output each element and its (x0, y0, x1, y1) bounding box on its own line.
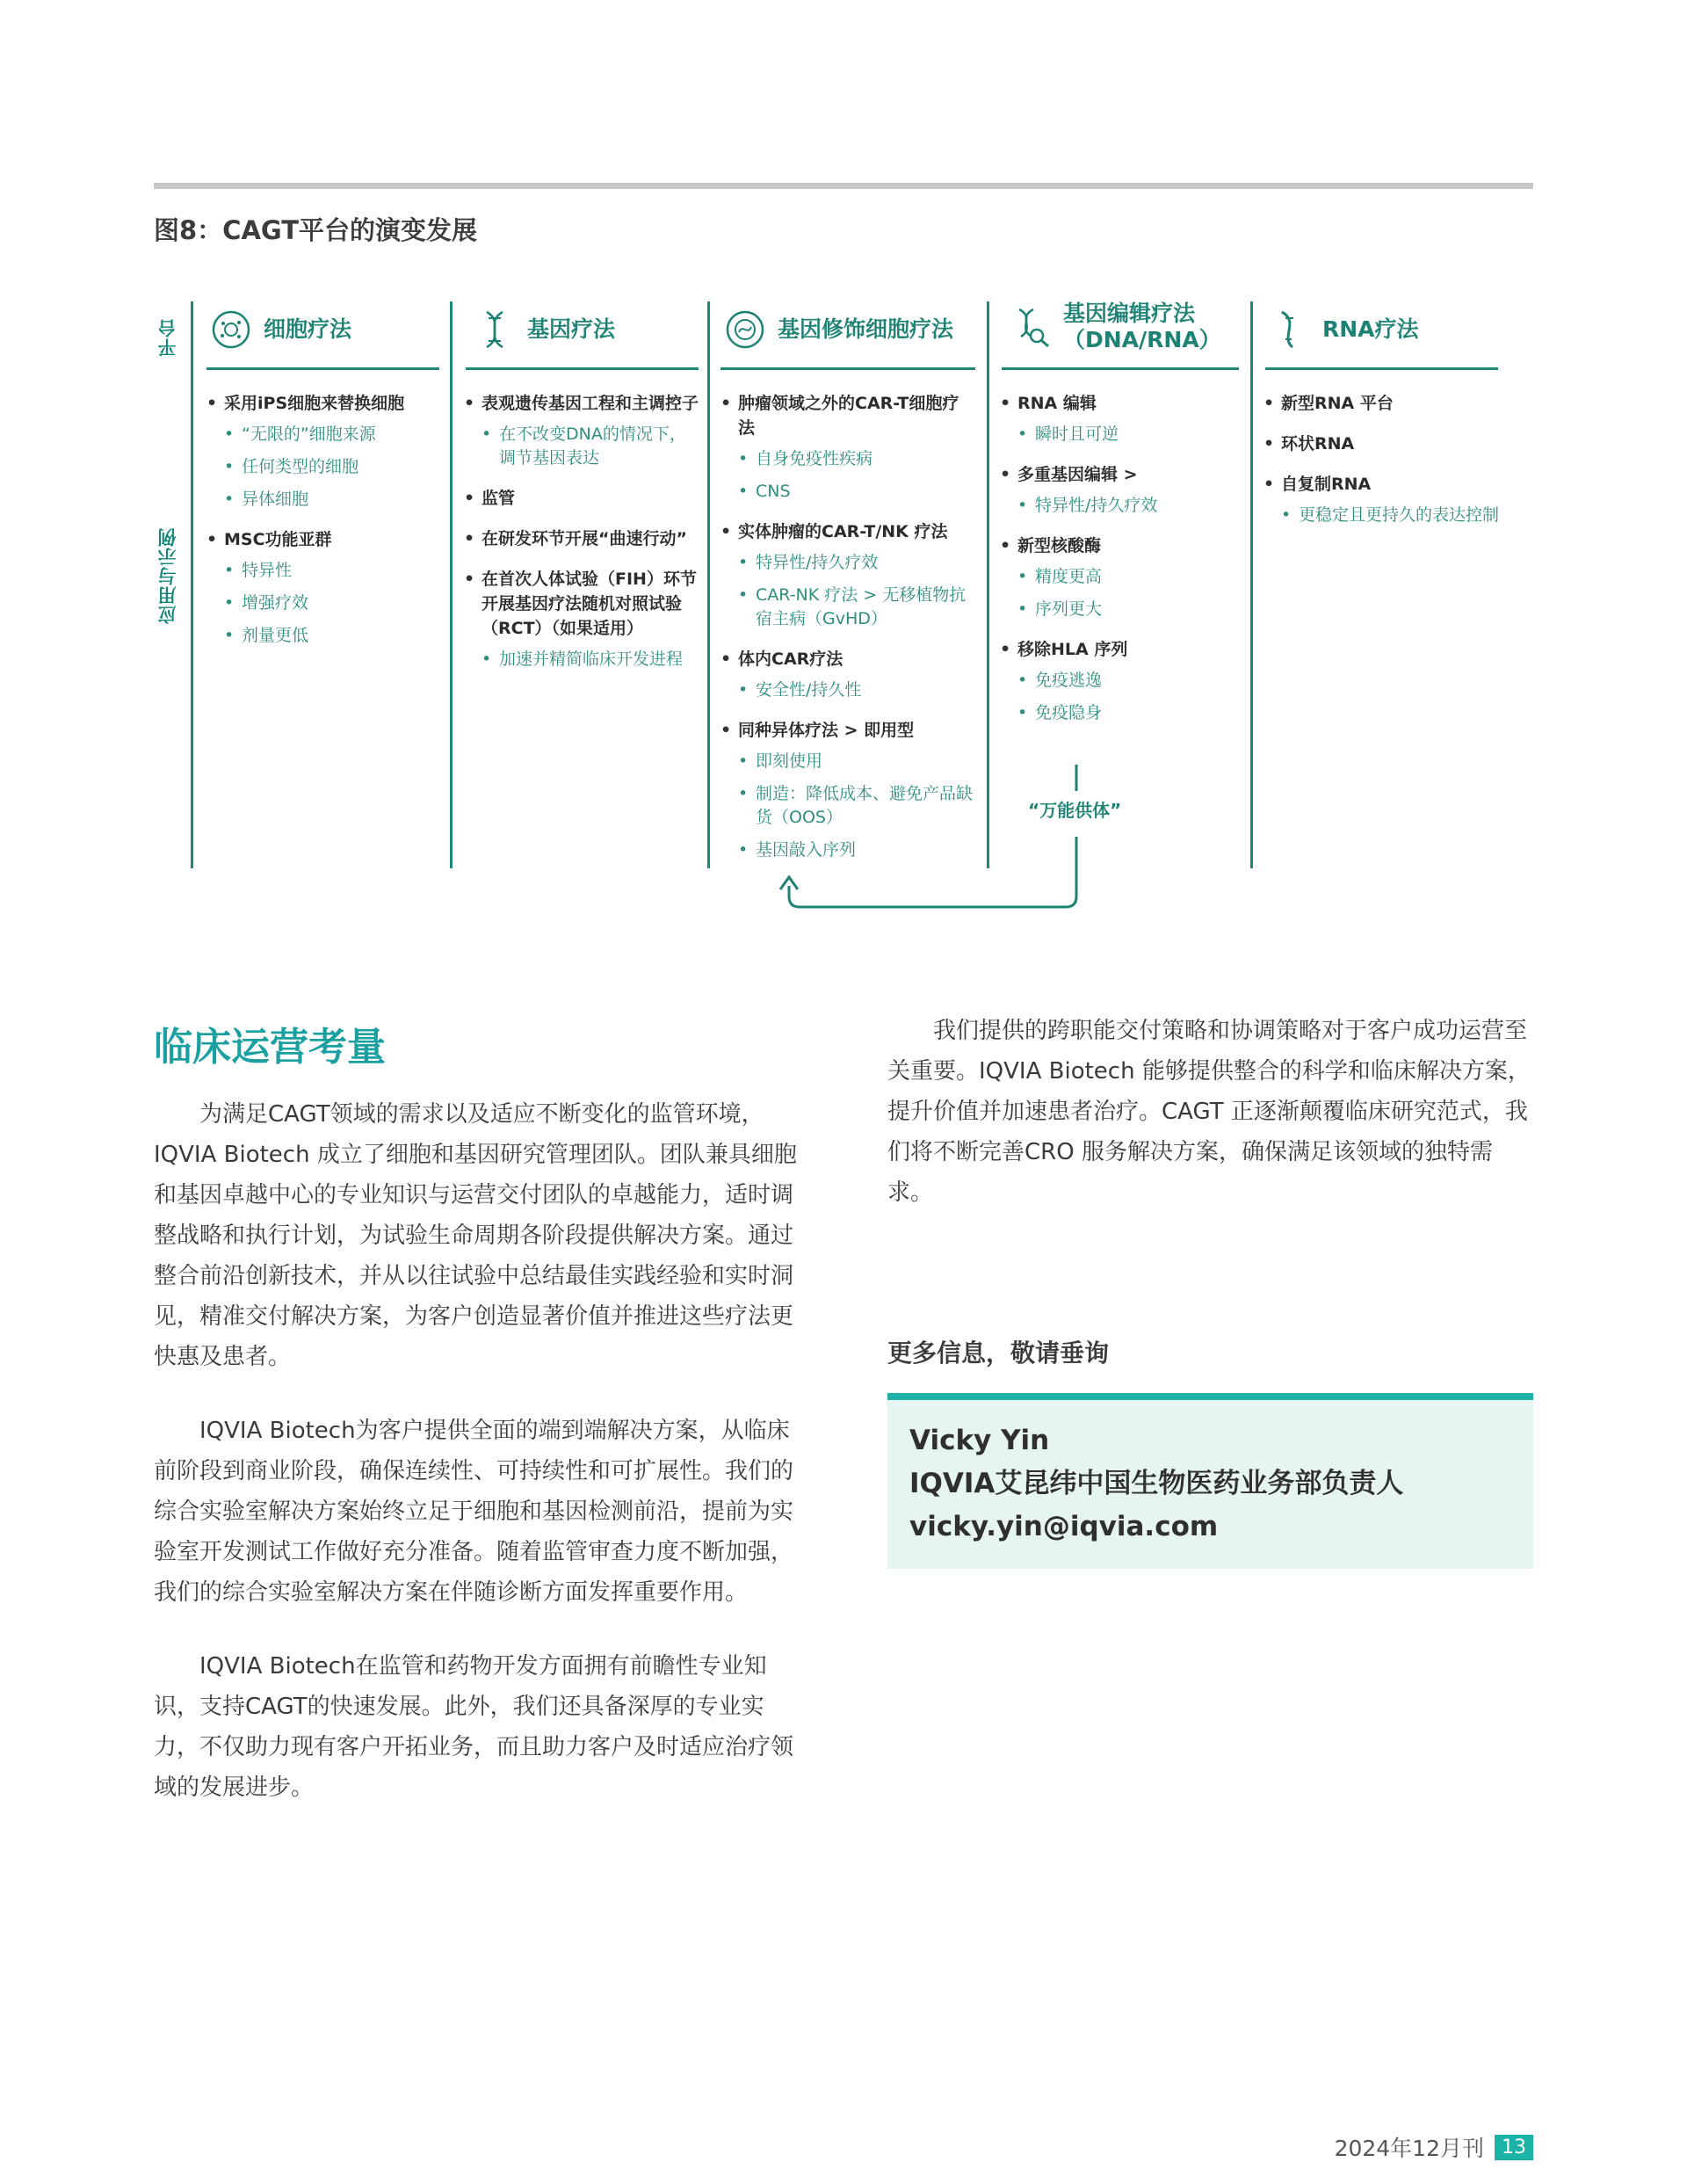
list-item: • MSC功能亚群 • 特异性 • 增强疗效 • 剂量更低 (206, 527, 435, 648)
contact-box (887, 1393, 1533, 1569)
page-number: 13 (1495, 2135, 1533, 2160)
sub-item: • 任何类型的细胞 (224, 455, 435, 479)
dna-icon (474, 309, 515, 350)
sub-item: • 加速并精简临床开发进程 (481, 648, 701, 671)
sub-item: • 增强疗效 (224, 591, 435, 615)
list-item: • 在首次人体试验（FIH）环节开展基因疗法随机对照试验（RCT）（如果适用） • 加速并精简临床开发进程 (464, 567, 701, 671)
rna-icon (1270, 309, 1310, 350)
issue-label: 2024年12月刊 (1334, 2136, 1484, 2161)
contact-email[interactable]: vicky.yin@iqvia.com (909, 1511, 1219, 1542)
sub-item: • 特异性 (224, 559, 435, 583)
list-item: • 监管 (464, 486, 701, 511)
contact-heading: 更多信息，敬请垂询 (887, 1339, 1110, 1368)
list-item: • 新型核酸酶 • 精度更高 • 序列更大 (1000, 533, 1242, 621)
column-rna-therapy (1263, 391, 1510, 543)
sub-item: • 精度更高 (1017, 565, 1242, 589)
list-item: • 在研发环节开展“曲速行动” (464, 526, 701, 551)
axis-label-platform: 平台 (157, 318, 178, 357)
paragraph: 我们提供的跨职能交付策略和协调策略对于客户成功运营至关重要。IQVIA Biotech 能够提供整合的科学和临床解决方案，提升价值并加速患者治疗。CAGT 正逐渐颠覆临床研究范式，我们将不断完善CRO 服务解决方案，确保满足该领域的独特需求。 (887, 1018, 1531, 1206)
list-item: • 移除HLA 序列 • 免疫逃逸 • 免疫隐身 (1000, 637, 1242, 725)
sub-item: • “无限的”细胞来源 (224, 423, 435, 446)
column-gene-editing (1000, 391, 1242, 741)
platform-modified-cell-therapy (725, 309, 953, 350)
header-underline (1265, 367, 1498, 370)
sub-item: • 制造：降低成本、避免产品缺货（OOS） (738, 782, 975, 830)
section-heading: 临床运营考量 (154, 1025, 386, 1070)
list-item: • 实体肿瘤的CAR-T/NK 疗法 • 特异性/持久疗效 • CAR-NK 疗法 > 无移植物抗宿主病（GvHD） (720, 519, 975, 631)
sub-item: • 更稳定且更持久的表达控制 (1281, 504, 1510, 527)
sub-item: • 免疫逃逸 (1017, 669, 1242, 693)
universal-donor-arrow (773, 756, 1090, 923)
page-footer (1335, 2131, 1533, 2163)
sub-item: • 序列更大 (1017, 598, 1242, 621)
platform-title: 基因修饰细胞疗法 (778, 316, 954, 342)
sub-item: • 异体细胞 (224, 488, 435, 512)
header-underline (1002, 367, 1239, 370)
universal-donor-label: “万能供体” (1028, 800, 1122, 821)
platform-gene-therapy (474, 309, 615, 350)
header-underline (466, 367, 699, 370)
paragraph: IQVIA Biotech在监管和药物开发方面拥有前瞻性专业知识，支持CAGT的快速发展。此外，我们还具备深厚的专业实力，不仅助力现有客户开拓业务，而且助力客户及时适应治疗领域的发展进步。 (154, 1653, 794, 1801)
platform-rna-therapy (1270, 309, 1419, 350)
list-item: • 同种异体疗法 > 即用型 • 即刻使用 • 制造：降低成本、避免产品缺货（OOS） • 基因敲入序列 (720, 718, 975, 862)
cell-icon (211, 309, 251, 350)
platform-title: 基因编辑疗法（DNA/RNA） (1063, 301, 1221, 352)
platform-title: RNA疗法 (1322, 316, 1419, 342)
header-underline (720, 367, 975, 370)
sub-item: • 特异性/持久疗效 (1017, 494, 1242, 518)
figure-title: 图8：CAGT平台的演变发展 (154, 215, 477, 245)
sub-item: • 免疫隐身 (1017, 701, 1242, 725)
article-left-column (154, 1094, 800, 1841)
platform-title: 细胞疗法 (264, 316, 352, 342)
article-right-column (887, 1011, 1533, 1246)
list-item: • 自复制RNA • 更稳定且更持久的表达控制 (1263, 472, 1510, 527)
contact-title: IQVIA艾昆纬中国生物医药业务部负责人 (909, 1468, 1404, 1499)
header-underline (206, 367, 439, 370)
sub-item: • CAR-NK 疗法 > 无移植物抗宿主病（GvHD） (738, 584, 975, 631)
sub-item: • 基因敲入序列 (738, 838, 975, 862)
sub-item: • 安全性/持久性 (738, 678, 975, 702)
sub-item: • 瞬时且可逆 (1017, 423, 1242, 446)
platform-cell-therapy (211, 309, 351, 350)
list-item: • 表观遗传基因工程和主调控子 • 在不改变DNA的情况下，调节基因表达 (464, 391, 701, 470)
axis-label-examples: 应用与示例 (157, 527, 178, 624)
list-item: • RNA 编辑 • 瞬时且可逆 (1000, 391, 1242, 446)
sub-item: • 剂量更低 (224, 624, 435, 648)
column-divider (707, 301, 710, 868)
platform-gene-editing (1010, 301, 1239, 353)
list-item: • 多重基因编辑 > • 特异性/持久疗效 (1000, 462, 1242, 518)
column-gene-therapy (464, 391, 701, 687)
sub-item: • 自身免疫性疾病 (738, 447, 975, 471)
sub-item: • 特异性/持久疗效 (738, 551, 975, 575)
contact-name: Vicky Yin (909, 1425, 1050, 1456)
modified-cell-icon (725, 309, 765, 350)
platform-title: 基因疗法 (527, 316, 616, 342)
gene-editing-icon (1010, 307, 1051, 347)
list-item: • 新型RNA 平台 (1263, 391, 1510, 416)
list-item: • 采用iPS细胞来替换细胞 • “无限的”细胞来源 • 任何类型的细胞 • 异体细胞 (206, 391, 435, 512)
paragraph: 为满足CAGT领域的需求以及适应不断变化的监管环境，IQVIA Biotech 成立了细胞和基因研究管理团队。团队兼具细胞和基因卓越中心的专业知识与运营交付团队的卓越能力，适时调整战略和执行计划，为试验生命周期各阶段提供解决方案。通过整合前沿创新技术，并从以往试验中总结最佳实践经验和实时洞见，精准交付解决方案，为客户创造显著价值并推进这些疗法更快惠及患者。 (154, 1101, 797, 1370)
sub-item: • 即刻使用 (738, 750, 975, 773)
list-item: • 肿瘤领域之外的CAR-T细胞疗法 • 自身免疫性疾病 • CNS (720, 391, 975, 504)
sub-item: • CNS (738, 480, 975, 504)
column-cell-therapy (206, 391, 435, 664)
column-divider (450, 301, 453, 868)
paragraph: IQVIA Biotech为客户提供全面的端到端解决方案，从临床前阶段到商业阶段，确保连续性、可持续性和可扩展性。我们的综合实验室解决方案始终立足于细胞和基因检测前沿，提前为实验室开发测试工作做好充分准备。随着监管审查力度不断加强，我们的综合实验室解决方案在伴随诊断方面发挥重要作用。 (154, 1418, 794, 1606)
list-item: • 环状RNA (1263, 432, 1510, 456)
top-rule (154, 183, 1533, 189)
list-item: • 体内CAR疗法 • 安全性/持久性 (720, 647, 975, 702)
sub-item: • 在不改变DNA的情况下，调节基因表达 (481, 423, 701, 470)
column-divider (191, 301, 193, 868)
column-divider (1250, 301, 1253, 868)
